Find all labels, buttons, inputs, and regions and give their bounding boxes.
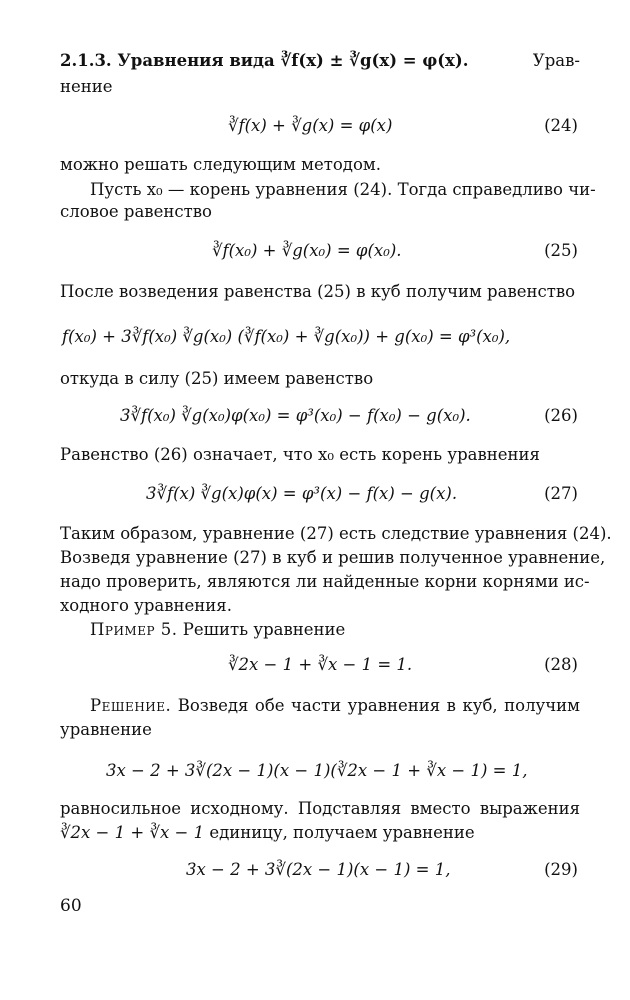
paragraph-consequence-line4: ходного уравнения. bbox=[60, 596, 232, 615]
paragraph-hence: откуда в силу (25) имеем равенство bbox=[60, 369, 374, 388]
equation-24: ∛f(x) + ∛g(x) = φ(x) bbox=[228, 116, 393, 135]
equation-27: 3∛f(x) ∛g(x)φ(x) = φ³(x) − f(x) − g(x). bbox=[146, 484, 458, 503]
equation-27-number: (27) bbox=[544, 484, 578, 503]
page-number: 60 bbox=[60, 896, 82, 916]
equation-28-number: (28) bbox=[544, 655, 578, 674]
equation-25-number: (25) bbox=[544, 241, 578, 260]
paragraph-means: Равенство (26) означает, что x₀ есть корень уравнения bbox=[60, 445, 540, 464]
substitute-expression: ∛2x − 1 + ∛x − 1 bbox=[60, 823, 205, 842]
paragraph-consequence-line1: Таким образом, уравнение (27) есть следствие уравнения (24). bbox=[60, 524, 612, 543]
paragraph-substitute-line1: равносильное исходному. Подставляя вместо выражения bbox=[60, 799, 580, 818]
example-text: Решить уравнение bbox=[182, 620, 346, 639]
paragraph-root-line2: словое равенство bbox=[60, 202, 212, 221]
equation-28: ∛2x − 1 + ∛x − 1 = 1. bbox=[228, 655, 413, 674]
example-line bbox=[90, 619, 580, 641]
section-heading-tail: Урав- bbox=[532, 51, 580, 70]
equation-cubed: f(x₀) + 3∛f(x₀) ∛g(x₀) (∛f(x₀) + ∛g(x₀)) + g(x₀) = φ³(x₀), bbox=[62, 327, 511, 346]
paragraph-consequence-line3: надо проверить, являются ли найденные корни корнями ис- bbox=[60, 572, 590, 591]
equation-26: 3∛f(x₀) ∛g(x₀)φ(x₀) = φ³(x₀) − f(x₀) − g(x₀). bbox=[120, 406, 471, 425]
example-label: Пример 5. bbox=[90, 620, 178, 639]
section-heading-line2: нение bbox=[60, 77, 113, 96]
paragraph-method: можно решать следующим методом. bbox=[60, 155, 381, 174]
paragraph-cube: После возведения равенства (25) в куб получим равенство bbox=[60, 282, 576, 301]
solution-label: Решение. bbox=[90, 696, 172, 715]
equation-25: ∛f(x₀) + ∛g(x₀) = φ(x₀). bbox=[212, 241, 402, 260]
substitute-tail: единицу, получаем уравнение bbox=[209, 823, 475, 842]
solution-text: Возведя обе части уравнения в куб, получим bbox=[177, 696, 581, 715]
equation-29: 3x − 2 + 3∛(2x − 1)(x − 1) = 1, bbox=[186, 860, 451, 879]
section-heading: 2.1.3. Уравнения вида ∛f(x) ± ∛g(x) = φ(x). bbox=[60, 51, 469, 70]
paragraph-consequence-line2: Возведя уравнение (27) в куб и решив полученное уравнение, bbox=[60, 548, 606, 567]
section-heading-line bbox=[60, 50, 580, 72]
paragraph-root-line1: Пусть x₀ — корень уравнения (24). Тогда справедливо чи- bbox=[90, 180, 596, 199]
equation-24-number: (24) bbox=[544, 116, 578, 135]
equation-29-number: (29) bbox=[544, 860, 578, 879]
solution-line2: уравнение bbox=[60, 720, 152, 739]
equation-solution: 3x − 2 + 3∛(2x − 1)(x − 1)(∛2x − 1 + ∛x − 1) = 1, bbox=[106, 761, 528, 780]
paragraph-substitute-line2 bbox=[60, 822, 580, 844]
solution-line1 bbox=[90, 695, 580, 717]
equation-26-number: (26) bbox=[544, 406, 578, 425]
